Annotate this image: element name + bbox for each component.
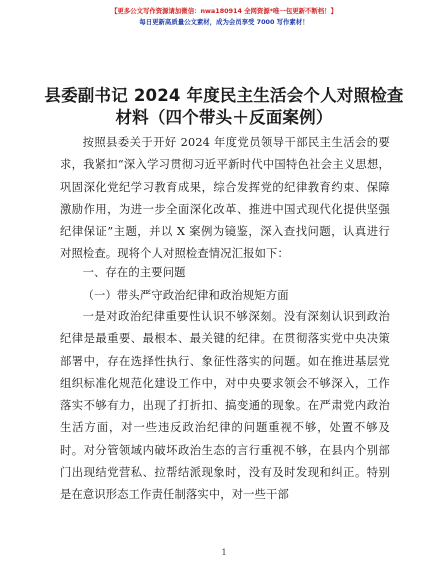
intro-paragraph: 按照县委关于开好 2024 年度党员领导干部民主生活会的要求，我紧扣“深入学习贯彻习近平新时代中国特色社会主义思想，巩固深化党纪学习教育成果，综合发挥党的纪律教育约束、保障激励作用，为进一步全面深化改革、推进中国式现代化提供坚强纪律保证”主题，并以 X 案例为镜鉴，深入查找问题，认真进行对照检查。现将个人对照检查情况汇报如下： [60,136,390,261]
document-title-line1: 县委副书记 2024 年度民主生活会个人对照检查 [44,86,404,105]
promo-banner [0,6,448,28]
promo-banner-line1: 【更多公文写作资源请加微信：nwa180914 全网资源*唯一包更新不断档！】 [111,7,337,15]
page-number: 1 [221,548,227,557]
body-paragraph: 一是对政治纪律重要性认识不够深刻。没有深刻认识到政治纪律是最重要、最根本、最关键的纪律。在贯彻落实党中央决策部署中，存在选择性执行、象征性落实的问题。如在推进基层党组织标准化规范化建设工作中，对中央要求领会不够深入，工作落实不够有力，出现了打折扣、搞变通的现象。在严肃党内政治生活方面，对一些违反政治纪律的问题重视不够，处置不够及时。对分管领域内破坏政治生态的言行重视不够，在县内个别部门出现结党营私、拉帮结派现象时，没有及时发现和纠正。特别是在意识形态工作责任制落实中，对一些干部 [60,310,390,502]
subsection-heading: （一）带头严守政治纪律和政治规矩方面 [82,289,289,302]
document-title-line2: 材料（四个带头＋反面案例） [115,108,333,127]
promo-banner-line2: 每日更新高质量公文素材，成为会员享受 7000 写作素材！ [139,18,309,26]
section-heading: 一、存在的主要问题 [82,266,186,279]
